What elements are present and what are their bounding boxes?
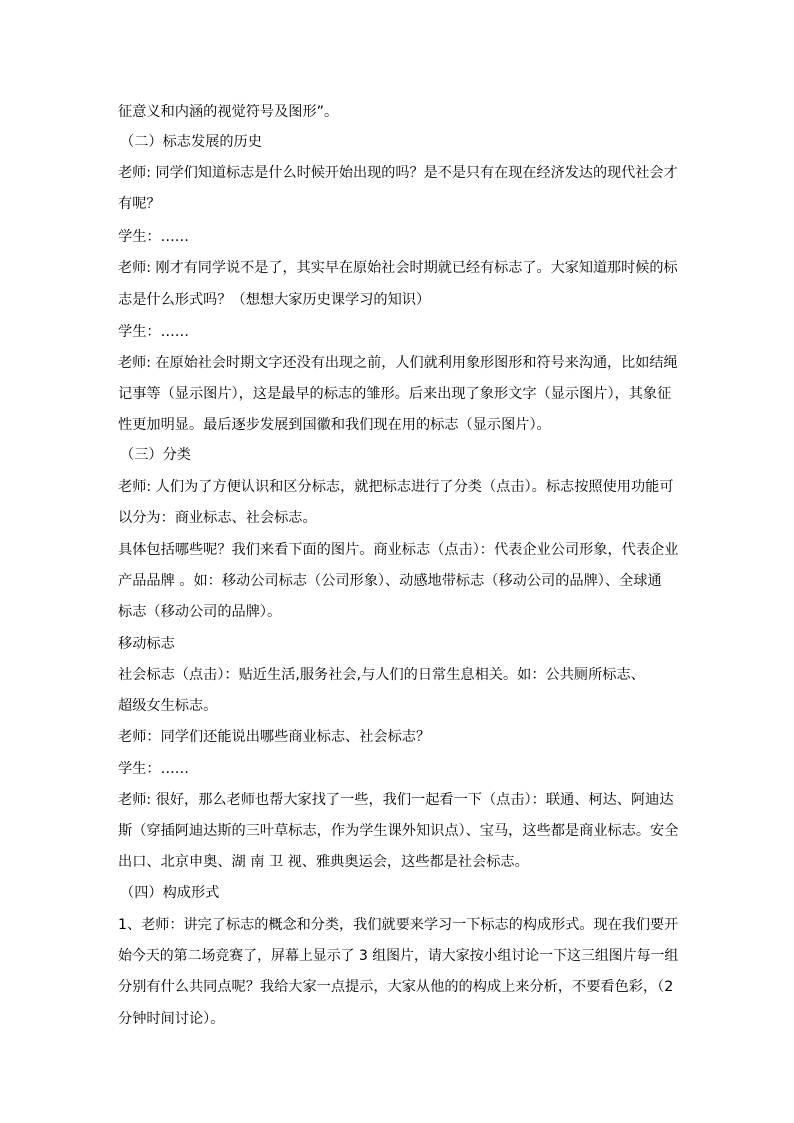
text-line: 老师：同学们还能说出哪些商业标志、社会标志？ [118, 729, 431, 745]
text-line: 学生：…… [118, 229, 189, 245]
text-line: 老师: 很好，那么老师也帮大家找了一些，我们一起看一下（点击）：联通、柯达、阿迪达 [118, 792, 674, 808]
text-line: 学生：…… [118, 324, 189, 340]
text-line: 性更加明显。最后逐步发展到国徽和我们现在用的标志（显示图片）。 [118, 417, 551, 433]
text-line: 老师: 刚才有同学说不是了，其实早在原始社会时期就已经有标志了。大家知道那时候的标 [118, 260, 678, 276]
text-line: 有呢？ [118, 196, 161, 212]
text-line: 标志（移动公司的品牌）。 [118, 604, 282, 620]
text-line: 移动标志 [118, 636, 175, 652]
text-line: 产品品牌 。如：移动公司标志（公司形象）、动感地带标志（移动公司的品牌）、全球通 [118, 573, 662, 589]
text-line: 分钟时间讨论）。 [118, 1011, 225, 1027]
text-line: 始今天的第二场竞赛了，屏幕上显示了 3 组图片，请大家按小组讨论一下这三组图片每一组 [118, 948, 679, 964]
text-line: 1、老师：讲完了标志的概念和分类，我们就要来学习一下标志的构成形式。现在我们要开 [118, 917, 679, 933]
text-line: 斯（穿插阿迪达斯的三叶草标志，作为学生课外知识点）、宝马，这些都是商业标志。安全 [118, 823, 679, 839]
text-line: 老师: 人们为了方便认识和区分标志，就把标志进行了分类（点击）。标志按照使用功能可 [118, 479, 674, 495]
text-line: 老师: 在原始社会时期文字还没有出现之前，人们就利用象形图形和符号来沟通，比如结绳 [118, 355, 678, 371]
text-line: 记事等（显示图片），这是最早的标志的雏形。后来出现了象形文字（显示图片），其象征 [118, 386, 672, 402]
text-line: 超级女生标志。 [118, 698, 218, 714]
text-line: 出口、北京申奥、湖 南 卫 视、雅典奥运会，这些都是社会标志。 [118, 854, 529, 870]
section-heading: （二）标志发展的历史 [120, 134, 262, 150]
text-line: 志是什么形式吗？（想想大家历史课学习的知识） [118, 292, 431, 308]
text-line: 具体包括哪些呢？我们来看下面的图片。商业标志（点击）：代表企业公司形象，代表企业 [118, 542, 679, 558]
section-heading: （三）分类 [120, 447, 191, 463]
section-heading: （四）构成形式 [120, 885, 220, 901]
text-line: 以分为：商业标志、社会标志。 [118, 510, 317, 526]
text-line: 学生：…… [118, 761, 189, 777]
text-line: 社会标志（点击）：贴近生活,服务社会,与人们的日常生息相关。如：公共厕所标志、 [118, 667, 645, 683]
text-line: 分别有什么共同点呢？我给大家一点提示，大家从他的的构成上来分析，不要看色彩，（2 [118, 979, 674, 995]
text-line: 征意义和内涵的视觉符号及图形”。 [118, 104, 339, 120]
text-line: 老师: 同学们知道标志是什么时候开始出现的吗？是不是只有在现在经济发达的现代社会才 [118, 165, 678, 181]
